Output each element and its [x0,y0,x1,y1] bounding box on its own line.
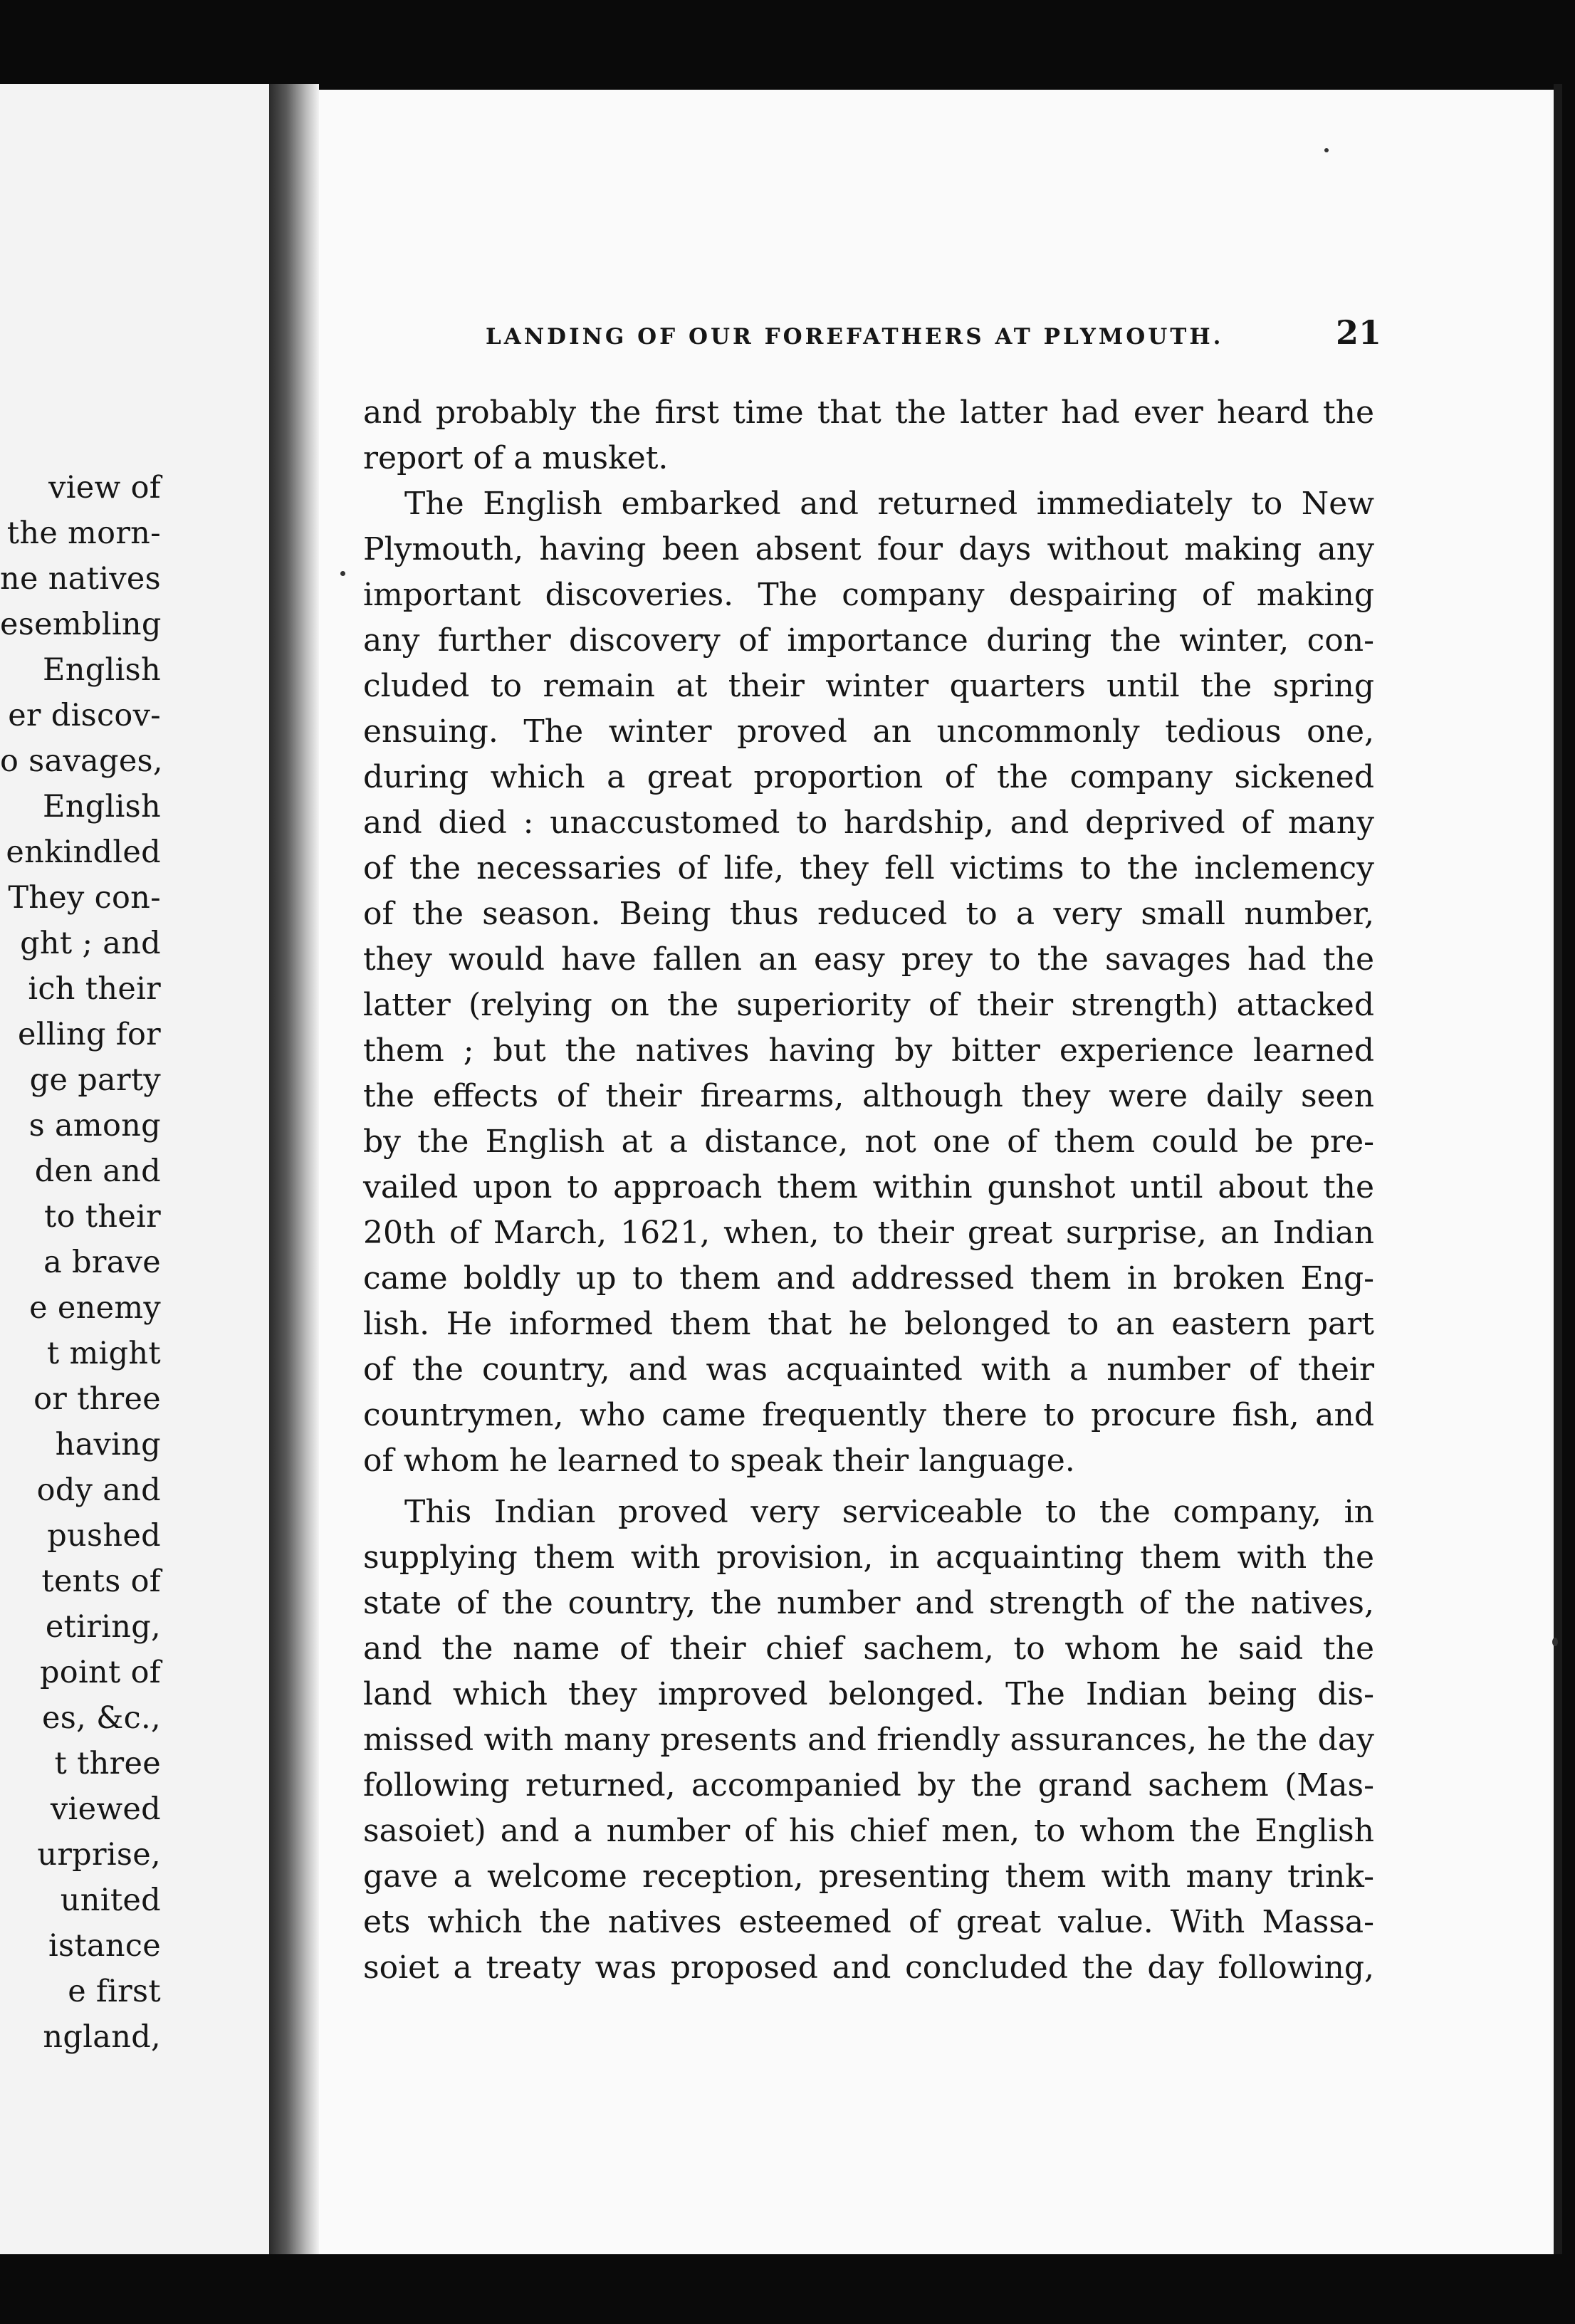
text-line: Plymouth, having been absent four days without making any [363,531,1374,567]
text-line: by the English at a distance, not one of them could be pre- [363,1124,1374,1160]
left-page-line: t might [46,1336,161,1371]
text-line: following returned, accompanied by the grand sachem (Mas- [363,1767,1374,1804]
paragraph [363,390,1374,481]
text-line: land which they improved belonged. The Indian being dis- [363,1676,1374,1712]
text-line: supplying them with provision, in acquainting them with the [363,1539,1374,1576]
text-line: and probably the first time that the latter had ever heard the [363,394,1374,431]
text-line: gave a welcome reception, presenting them with many trink- [363,1858,1374,1895]
text-line: soiet a treaty was proposed and concluded the day following, [363,1949,1374,1986]
text-line: the effects of their firearms, although they were daily seen [363,1078,1374,1114]
text-line: 20th of March, 1621, when, to their great surprise, an Indian [363,1215,1374,1251]
left-page-line: having [55,1427,161,1462]
paragraph-gap [363,1484,1374,1490]
text-line: of the season. Being thus reduced to a very small number, [363,896,1374,932]
left-page-line: the morn- [6,515,161,551]
text-line: lish. He informed them that he belonged to an eastern part [363,1306,1374,1342]
left-page-line: ngland, [43,2019,161,2055]
text-line: countrymen, who came frequently there to procure fish, and [363,1397,1374,1433]
left-page-line: English [43,652,161,688]
left-page-text [0,465,161,2060]
book-gutter [269,84,319,2254]
text-line: sasoiet) and a number of his chief men, to whom the English [363,1813,1374,1849]
left-page-line: den and [34,1153,161,1189]
left-page-line: ody and [36,1472,161,1508]
text-line: state of the country, the number and strength of the natives, [363,1585,1374,1621]
text-line: and the name of their chief sachem, to whom he said the [363,1631,1374,1667]
left-page-line: istance [48,1928,161,1964]
left-page-line: er discov- [8,698,161,733]
running-head-title: LANDING OF OUR FOREFATHERS AT PLYMOUTH. [486,324,1224,350]
text-line: The English embarked and returned immediately to New [404,486,1374,522]
left-page-line: or three [33,1381,161,1417]
text-line: important discoveries. The company despairing of making [363,577,1374,613]
page-edge [1554,84,1562,2254]
ink-speck [1324,148,1329,152]
paragraph [363,481,1374,1484]
page-number: 21 [1335,313,1381,352]
text-line: any further discovery of importance during the winter, con- [363,622,1374,659]
text-line: vailed upon to approach them within gunshot until about the [363,1169,1374,1205]
left-page [0,84,269,2254]
text-line: ensuing. The winter proved an uncommonly tedious one, [363,713,1374,750]
running-head [486,313,1381,352]
text-line: they would have fallen an easy prey to the savages had the [363,941,1374,978]
left-page-line: ge party [29,1062,161,1098]
text-line: This Indian proved very serviceable to the company, in [404,1494,1374,1530]
text-line: ets which the natives esteemed of great value. With Massa- [363,1904,1374,1940]
left-page-line: t three [54,1746,161,1781]
text-line: them ; but the natives having by bitter experience learned [363,1032,1374,1069]
text-line: during which a great proportion of the company sickened [363,759,1374,795]
ink-speck [340,571,345,576]
text-line: report of a musket. [363,440,669,476]
left-page-line: ich their [28,971,161,1007]
left-page-line: esembling [0,607,162,642]
left-page-line: viewed [50,1791,161,1827]
text-line: latter (relying on the superiority of their strength) attacked [363,987,1374,1023]
left-page-line: to their [44,1199,161,1235]
left-page-line: tents of [41,1564,161,1599]
left-page-line: English [43,789,161,825]
paragraph [363,1490,1374,1991]
body-text [363,390,1374,1991]
left-page-line: ght ; and [20,926,161,961]
left-page-line: elling for [18,1017,161,1052]
text-line: of the country, and was acquainted with a number of their [363,1351,1374,1388]
left-page-line: es, &c., [42,1700,161,1736]
text-line: came boldly up to them and addressed them in broken Eng- [363,1260,1374,1297]
left-page-line: view of [48,470,161,506]
left-page-line: etiring, [45,1609,161,1645]
left-page-line: ne natives [0,561,161,597]
left-page-line: united [60,1883,161,1918]
left-page-line: s among [28,1108,161,1143]
left-page-line: They con- [8,880,161,916]
left-page-line: enkindled [6,834,161,870]
left-page-line: pushed [47,1518,161,1554]
left-page-line: a brave [43,1245,161,1280]
text-line: and died : unaccustomed to hardship, and deprived of many [363,805,1374,841]
text-line: of whom he learned to speak their language. [363,1443,1075,1479]
text-line: cluded to remain at their winter quarters until the spring [363,668,1374,704]
left-page-line: point of [39,1655,161,1690]
text-line: of the necessaries of life, they fell victims to the inclemency [363,850,1374,886]
left-page-line: e enemy [29,1290,161,1326]
ink-speck [1552,1638,1558,1646]
left-page-line: e first [68,1974,161,2009]
left-page-line: urprise, [37,1837,161,1873]
text-line: missed with many presents and friendly assurances, he the day [363,1722,1374,1758]
left-page-line: o savages, [0,743,163,779]
